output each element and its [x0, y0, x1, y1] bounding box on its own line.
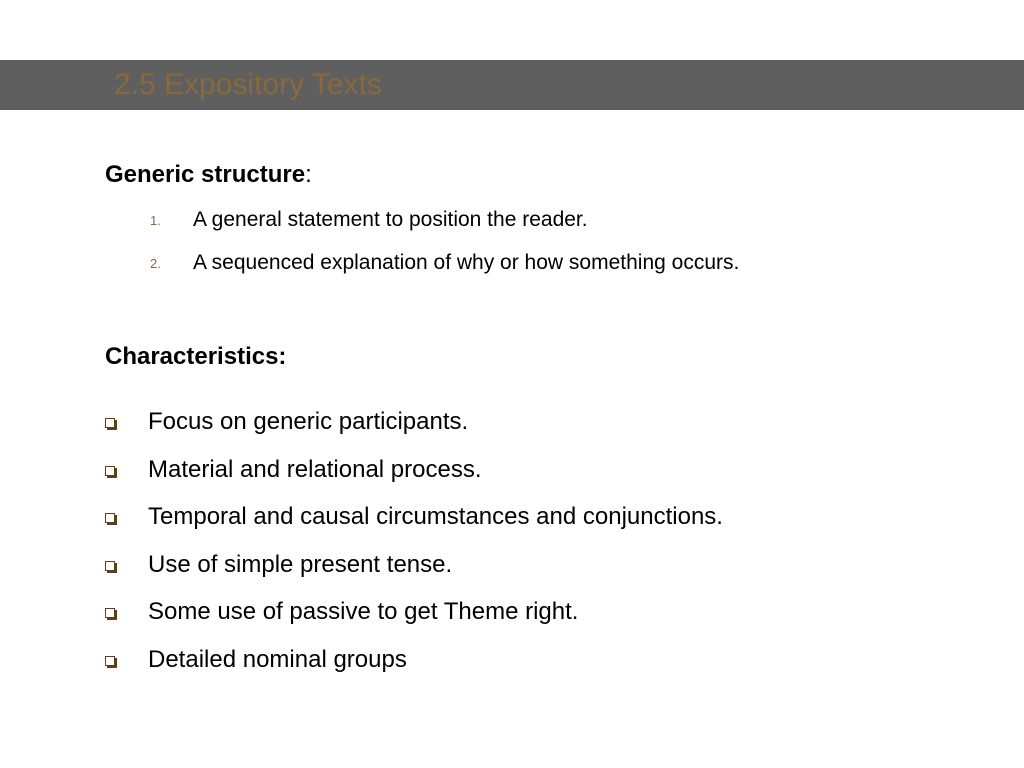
bullet-text: Detailed nominal groups	[148, 645, 407, 673]
bullet-text: Focus on generic participants.	[148, 408, 469, 435]
square-bullet-icon	[105, 561, 115, 571]
bullet-text: Some use of passive to get Theme right.	[148, 598, 579, 625]
item-text: A sequenced explanation of why or how something occurs.	[193, 251, 740, 274]
generic-structure-heading	[105, 158, 985, 192]
square-bullet-icon	[105, 656, 115, 666]
generic-structure-heading-colon: :	[305, 161, 312, 188]
characteristics-list	[105, 398, 985, 683]
generic-structure-heading-text: Generic structure	[105, 161, 306, 188]
bullet-text: Material and relational process.	[148, 455, 482, 483]
item-text: A general statement to position the reader.	[193, 208, 588, 231]
bullet-item	[105, 446, 985, 494]
numbered-item	[105, 198, 985, 241]
square-bullet-icon	[105, 608, 115, 618]
square-bullet-icon	[105, 466, 115, 476]
bullet-item	[105, 588, 985, 636]
bullet-text: Use of simple present tense.	[148, 550, 453, 578]
bullet-item	[105, 398, 985, 446]
bullet-text: Temporal and causal circumstances and conjunctions.	[148, 503, 723, 530]
slide-content	[105, 158, 985, 683]
generic-structure-list	[105, 198, 985, 284]
numbered-item	[105, 241, 985, 284]
square-bullet-icon	[105, 418, 115, 428]
bullet-item	[105, 541, 985, 589]
characteristics-heading: Characteristics:	[105, 343, 287, 370]
item-number: 1.	[150, 213, 161, 228]
bullet-item	[105, 636, 985, 684]
bullet-item	[105, 493, 985, 541]
item-number: 2.	[150, 256, 161, 271]
square-bullet-icon	[105, 513, 115, 523]
title-bar	[0, 60, 1024, 110]
slide-title: 2.5 Expository Texts	[114, 68, 382, 101]
